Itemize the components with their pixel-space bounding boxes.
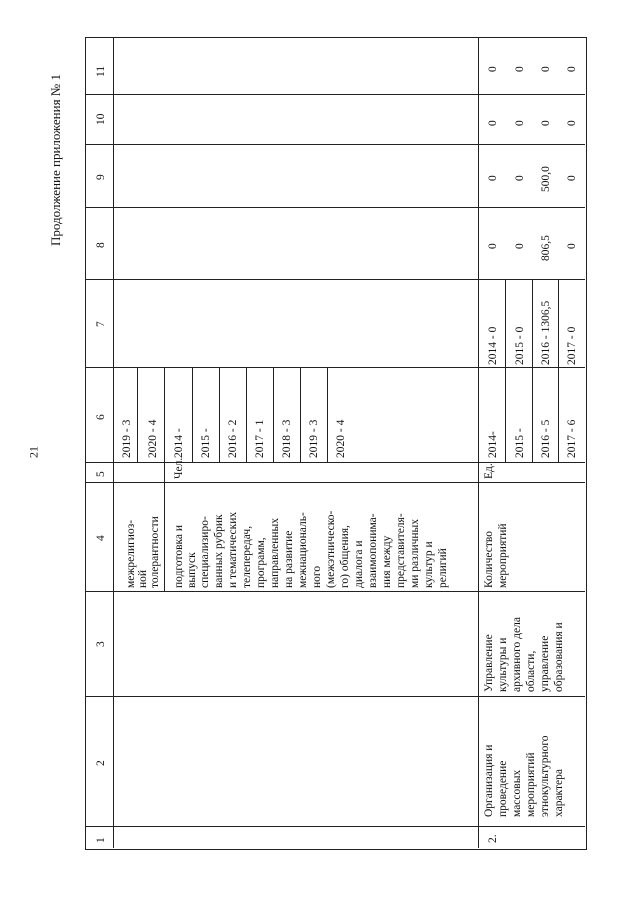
page-number: 21 (26, 446, 41, 458)
col4-text: и тематических (227, 511, 239, 588)
year-line (532, 279, 533, 367)
col10-value: 0 (566, 120, 578, 126)
col-divider (85, 144, 585, 145)
col2-text: мероприятий (525, 752, 537, 817)
column-number: 2 (95, 760, 107, 766)
col3-text: культуры и (497, 637, 509, 692)
unit-label: Чел. (173, 457, 185, 479)
col4-text: мероприятий (497, 523, 509, 588)
col4-text: взаимопонима- (367, 513, 379, 588)
col8-value: 806,5 (540, 235, 552, 261)
col-divider (85, 207, 585, 208)
column-number: 4 (95, 535, 107, 541)
col8-value: 0 (487, 243, 499, 249)
col9-value: 0 (566, 175, 578, 181)
year-line (558, 279, 559, 367)
col4-text: Количество (483, 531, 495, 588)
year-line (532, 367, 533, 462)
col8-value: 0 (514, 243, 526, 249)
col4-text: ния между (381, 535, 393, 588)
col2-text: этнокультурного (539, 735, 551, 817)
col-divider (85, 462, 585, 463)
col4-text: межнациональ- (297, 512, 309, 588)
col7-text: 2016 - 1306,5 (540, 300, 552, 365)
col6-text: 2016 - 5 (540, 419, 552, 458)
col7-text: 2014 - 0 (487, 326, 499, 365)
subrow-divider (164, 482, 165, 591)
column-number: 9 (95, 174, 107, 180)
col4-text: религий (437, 548, 449, 588)
col4-text: ванных рубрик (213, 514, 225, 588)
col-divider (85, 367, 585, 368)
col-divider (85, 591, 585, 592)
column-number: 6 (95, 414, 107, 420)
col7-text: 2017 - 0 (566, 326, 578, 365)
col6-text: 2018 - 3 (281, 419, 293, 458)
col4-text: программ, (255, 537, 267, 588)
col-divider (85, 279, 585, 280)
unit-label: Ед. (483, 463, 495, 479)
column-number: 10 (95, 113, 107, 125)
header-row-divider (113, 37, 114, 848)
col6-text: 2016 - 2 (227, 419, 239, 458)
col6-text: 2020 - 4 (147, 419, 159, 458)
column-number: 11 (95, 65, 107, 77)
subrow-divider (164, 367, 165, 482)
col6-text: 2019 - 3 (121, 419, 133, 458)
year-line (300, 367, 301, 462)
col11-value: 0 (540, 66, 552, 72)
col7-text: 2015 - 0 (514, 326, 526, 365)
col-divider (85, 37, 86, 848)
row-number: 2. (487, 834, 499, 843)
col11-value: 0 (487, 66, 499, 72)
col10-value: 0 (514, 120, 526, 126)
col2-text: характера (553, 769, 565, 817)
year-line (192, 367, 193, 462)
column-number: 7 (95, 321, 107, 327)
col3-text: Управление (483, 634, 495, 692)
year-line (246, 367, 247, 462)
year-line (137, 367, 138, 462)
col6-text: 2015 - (200, 428, 212, 458)
col6-text: 2019 - 3 (308, 419, 320, 458)
col3-text: области, (525, 650, 537, 692)
col6-text: 2017 - 1 (254, 419, 266, 458)
col10-value: 0 (540, 120, 552, 126)
col4-text: го) общения, (339, 525, 351, 588)
col4-text: толерантности (149, 516, 161, 588)
col10-value: 0 (487, 120, 499, 126)
col4-text: телепередач, (241, 525, 253, 588)
col11-value: 0 (514, 66, 526, 72)
col6-text: 2015 - (514, 428, 526, 458)
appendix-continuation-header: Продолжение приложения № 1 (48, 74, 63, 246)
col3-text: управление (539, 635, 551, 692)
col3-text: архивного дела (511, 617, 523, 692)
row-divider-block2 (478, 37, 479, 848)
col6-text: 2020 - 4 (335, 419, 347, 458)
col-divider (85, 94, 585, 95)
col6-text: 2017 - 6 (566, 419, 578, 458)
col6-text: 2014 - (173, 428, 185, 458)
col9-value: 500,0 (540, 166, 552, 192)
col4-text: (межэтническо- (325, 510, 337, 588)
year-line (327, 367, 328, 462)
col4-text: представителя- (395, 513, 407, 588)
col-divider (85, 696, 585, 697)
col4-text: межрелигиоз- (125, 519, 137, 588)
year-line (273, 367, 274, 462)
col-divider (85, 826, 585, 827)
col2-text: массовых (511, 769, 523, 817)
col11-value: 0 (566, 66, 578, 72)
col4-text: на развитие (283, 530, 295, 588)
col9-value: 0 (487, 175, 499, 181)
col6-text: 2014- (487, 431, 499, 458)
col-divider (85, 482, 585, 483)
col4-text: ной (137, 569, 149, 588)
column-number: 5 (95, 471, 107, 477)
col4-text: ного (311, 565, 323, 588)
column-number: 3 (95, 641, 107, 647)
col4-text: ми различных (409, 518, 421, 588)
col4-text: выпуск (186, 552, 198, 588)
year-line (505, 367, 506, 462)
col2-text: Организация и (483, 744, 495, 817)
column-number: 1 (95, 837, 107, 843)
column-number: 8 (95, 242, 107, 248)
year-line (505, 279, 506, 367)
col4-text: направленных (269, 517, 281, 588)
col8-value: 0 (566, 243, 578, 249)
col4-text: диалога и (353, 540, 365, 588)
year-line (558, 367, 559, 462)
year-line (219, 367, 220, 462)
col3-text: образования и (553, 622, 565, 692)
col4-text: подготовка и (173, 524, 185, 588)
col4-text: культур и (423, 541, 435, 588)
col9-value: 0 (514, 175, 526, 181)
col4-text: специализиро- (199, 516, 211, 588)
col2-text: проведение (497, 760, 509, 817)
